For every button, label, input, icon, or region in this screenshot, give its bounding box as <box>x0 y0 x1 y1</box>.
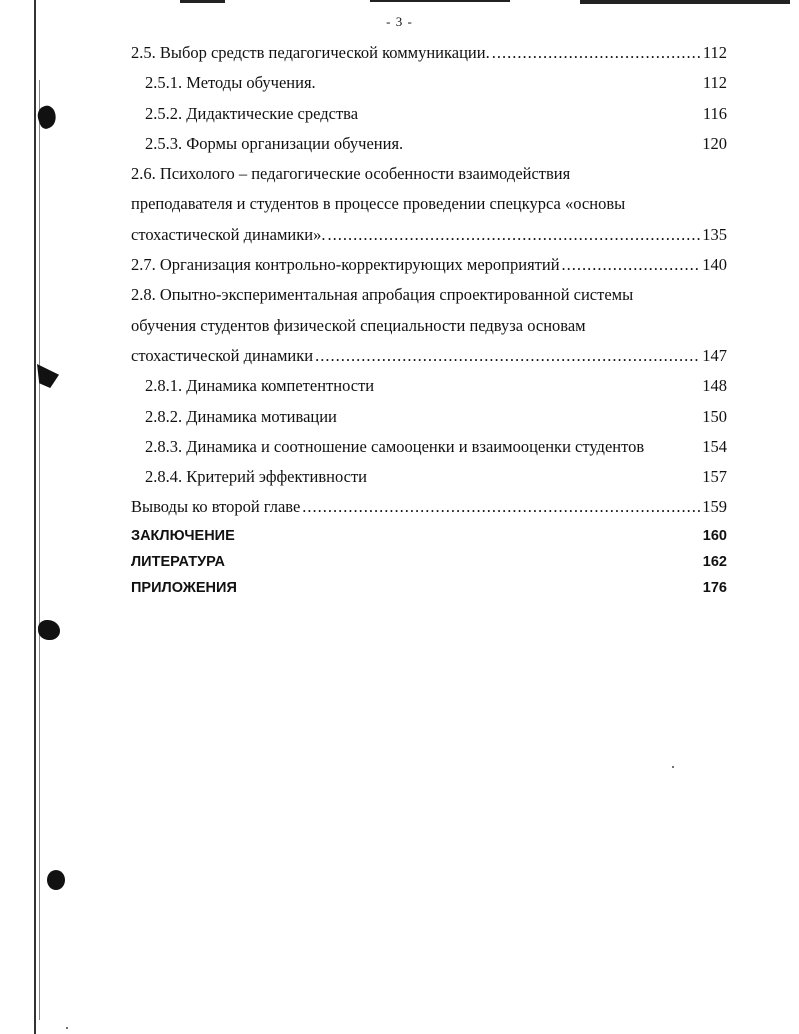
binding-hole-mark <box>47 870 65 890</box>
toc-entry-row <box>131 38 727 68</box>
toc-entry-title: ПРИЛОЖЕНИЯ <box>131 579 237 596</box>
toc-entry-title-line: обучения студентов физической специальности педвуза основам <box>131 315 586 335</box>
toc-entry-title: 2.5.1. Методы обучения. <box>145 73 316 93</box>
scan-speck <box>66 1027 68 1029</box>
toc-entry-2-8-1[interactable] <box>131 371 727 401</box>
page-number: - 3 - <box>386 14 413 29</box>
toc-entry-2-8-3[interactable] <box>131 432 727 462</box>
toc-entry-page: 116 <box>702 103 727 123</box>
toc-entry-2-5[interactable] <box>131 38 727 68</box>
table-of-contents <box>131 38 727 601</box>
scan-margin-line <box>39 80 40 1020</box>
toc-entry-page: 157 <box>702 467 727 487</box>
dot-leader <box>492 38 701 68</box>
toc-entry-row <box>145 402 727 432</box>
toc-entry-title: 2.7. Организация контрольно-корректирующих мероприятий <box>131 255 560 275</box>
toc-entry-page: 120 <box>702 133 727 153</box>
toc-entry-conclusion[interactable] <box>131 523 727 549</box>
toc-entry-2-5-1[interactable] <box>131 68 727 98</box>
toc-entry-row <box>131 575 727 601</box>
toc-entry-2-8[interactable] <box>131 280 727 371</box>
toc-entry-page: 159 <box>702 497 727 517</box>
toc-entry-2-5-3[interactable] <box>131 129 727 159</box>
toc-entry-page: 162 <box>702 553 727 570</box>
toc-entry-title: ЗАКЛЮЧЕНИЕ <box>131 527 235 544</box>
toc-entry-page: 148 <box>702 376 727 396</box>
toc-entry-page: 147 <box>702 345 727 365</box>
dot-leader <box>328 220 701 250</box>
scan-speck <box>672 766 674 768</box>
toc-entry-2-5-2[interactable] <box>131 99 727 129</box>
toc-entry-row <box>131 549 727 575</box>
toc-entry-row <box>145 68 727 98</box>
toc-entry-row <box>145 432 727 462</box>
dot-leader <box>315 341 700 371</box>
toc-entry-2-8-4[interactable] <box>131 462 727 492</box>
scan-margin-line <box>34 0 36 1034</box>
toc-entry-literature[interactable] <box>131 549 727 575</box>
toc-entry-row <box>145 462 727 492</box>
toc-entry-page: 160 <box>702 527 727 544</box>
toc-entry-title: 2.8.4. Критерий эффективности <box>145 467 367 487</box>
toc-entry-row <box>131 250 727 280</box>
dot-leader <box>302 492 700 522</box>
dot-leader <box>562 250 701 280</box>
toc-entry-2-6[interactable] <box>131 159 727 250</box>
toc-entry-title: Выводы ко второй главе <box>131 497 301 517</box>
toc-entry-2-8-2[interactable] <box>131 402 727 432</box>
toc-entry-page: 150 <box>702 406 727 426</box>
toc-entry-title: 2.5.2. Дидактические средства <box>145 103 359 123</box>
toc-entry-title: стохастической динамики <box>131 345 314 365</box>
toc-entry-row <box>145 99 727 129</box>
toc-entry-row <box>131 341 727 371</box>
toc-entry-page: 140 <box>702 255 727 275</box>
toc-entry-title-line: 2.8. Опытно-экспериментальная апробация спроектированной системы <box>131 285 634 305</box>
toc-entry-title: 2.8.3. Динамика и соотношение самооценки и взаимооценки студентов <box>145 436 645 456</box>
toc-entry-page: 112 <box>702 43 727 62</box>
toc-entry-page: 135 <box>702 224 727 244</box>
toc-entry-page: 176 <box>702 579 727 596</box>
toc-entry-2-7[interactable] <box>131 250 727 280</box>
toc-entry-row <box>131 220 727 250</box>
toc-entry-row <box>131 492 727 522</box>
toc-entry-appendices[interactable] <box>131 575 727 601</box>
toc-entry-row <box>145 129 727 159</box>
toc-entry-title-line: 2.6. Психолого – педагогические особенности взаимодействия <box>131 164 571 184</box>
toc-entry-title: 2.8.2. Динамика мотивации <box>145 406 337 426</box>
toc-entry-title-line: преподавателя и студентов в процессе проведении спецкурса «основы <box>131 194 626 214</box>
toc-entry-conclusions-ch2[interactable] <box>131 492 727 522</box>
toc-entry-title: ЛИТЕРАТУРА <box>131 553 226 570</box>
scan-edge-artifact <box>160 0 799 4</box>
binding-hole-mark <box>38 620 60 640</box>
toc-entry-row <box>145 371 727 401</box>
toc-entry-page: 112 <box>702 73 727 93</box>
toc-entry-row <box>131 523 727 549</box>
toc-entry-title: 2.5.3. Формы организации обучения. <box>145 133 404 153</box>
toc-entry-title: 2.5. Выбор средств педагогической коммуникации. <box>131 43 490 62</box>
toc-entry-title: 2.8.1. Динамика компетентности <box>145 376 375 396</box>
binding-hole-mark <box>37 364 59 388</box>
toc-entry-page: 154 <box>702 436 727 456</box>
toc-entry-title: стохастической динамики». <box>131 224 326 244</box>
